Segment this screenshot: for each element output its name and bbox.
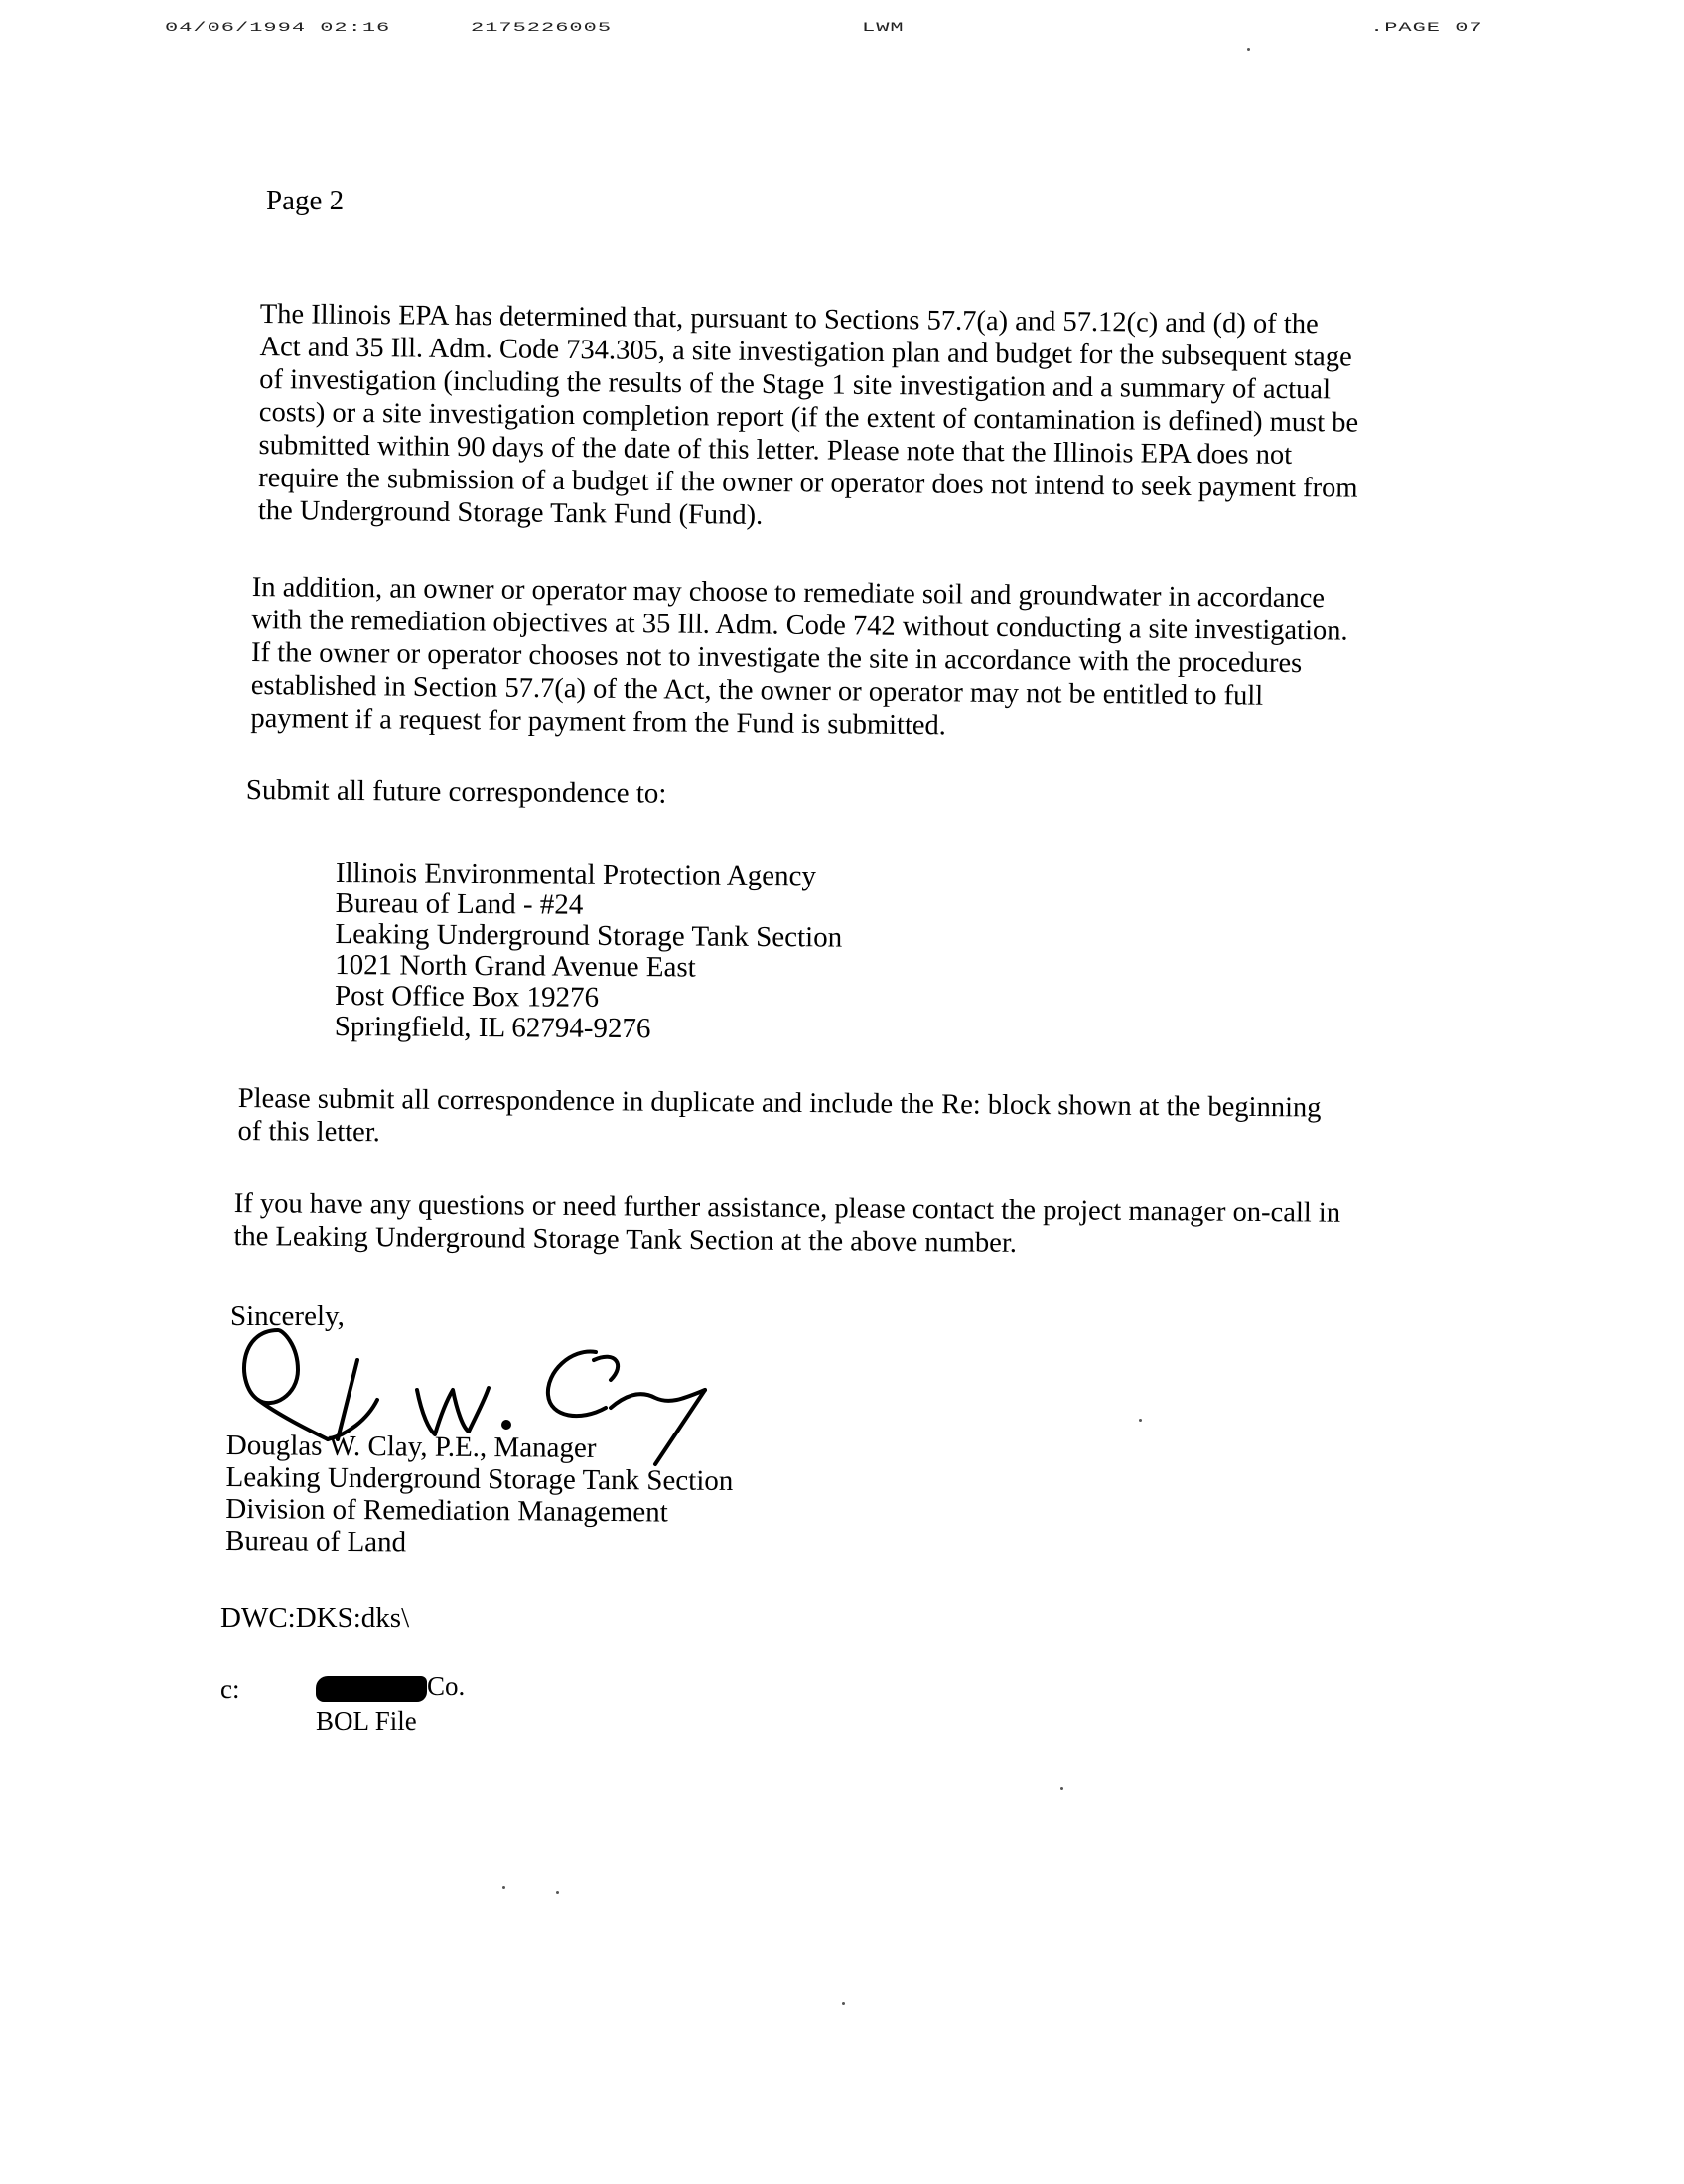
- fax-phone: 2175226005: [471, 20, 613, 35]
- scan-speck: [502, 1886, 505, 1889]
- scan-speck: [1139, 1419, 1142, 1422]
- fax-page-number: .PAGE 07: [1370, 20, 1483, 35]
- address-line: Post Office Box 19276: [334, 979, 600, 1014]
- address-line: Springfield, IL 62794-9276: [334, 1010, 651, 1045]
- paragraph-line: costs) or a site investigation completion report (if the extent of contamination is defined) must be: [258, 396, 1359, 439]
- signer-division: Division of Remediation Management: [225, 1492, 668, 1529]
- cc-label: c:: [220, 1674, 240, 1704]
- fax-header: [0, 20, 1684, 50]
- paragraph-line: In addition, an owner or operator may choose to remediate soil and groundwater in accordance: [251, 571, 1326, 614]
- paragraph-line: Please submit all correspondence in duplicate and include the Re: block shown at the beginning: [237, 1083, 1322, 1124]
- cc-redacted-recipient: [316, 1668, 465, 1704]
- paragraph-line: require the submission of a budget if the owner or operator does not intend to seek payment from: [258, 462, 1358, 504]
- address-line: 1021 North Grand Avenue East: [335, 948, 696, 984]
- scan-speck: [1060, 1787, 1063, 1790]
- redaction-mark: [316, 1676, 427, 1702]
- paragraph-line: with the remediation objectives at 35 Ill. Adm. Code 742 without conducting a site investigation.: [251, 604, 1348, 647]
- paragraph-deadline: [258, 298, 1359, 538]
- paragraph-contact: [233, 1187, 1340, 1263]
- paragraph-line: the Leaking Underground Storage Tank Section at the above number.: [233, 1220, 1018, 1259]
- paragraph-line: of this letter.: [237, 1115, 380, 1149]
- paragraph-line: of investigation (including the results of the Stage 1 site investigation and a summary of actual: [259, 363, 1332, 406]
- signer-name: Douglas W. Clay, P.E., Manager: [225, 1430, 597, 1464]
- paragraph-line: payment if a request for payment from the Fund is submitted.: [250, 702, 947, 742]
- scan-speck: [1247, 48, 1250, 51]
- paragraph-remediation-option: [250, 571, 1348, 747]
- paragraph-line: If you have any questions or need further assistance, please contact the project manager on-call in: [233, 1188, 1341, 1229]
- reference-initials: DWC:DKS:dks\: [220, 1602, 410, 1634]
- cc-list: [316, 1668, 465, 1739]
- paragraph-line: Act and 35 Ill. Adm. Code 734.305, a site investigation plan and budget for the subsequent stage: [259, 331, 1352, 373]
- cc-redacted-suffix: Co.: [427, 1671, 466, 1701]
- paragraph-duplicate-submission: [237, 1082, 1321, 1158]
- mailing-address: [335, 858, 843, 1046]
- address-line: Leaking Underground Storage Tank Section: [335, 917, 843, 954]
- paragraph-line: established in Section 57.7(a) of the Act, the owner or operator may not be entitled to full: [250, 669, 1264, 712]
- fax-date-time: 04/06/1994 02:16: [165, 20, 391, 35]
- submit-intro: [246, 774, 667, 811]
- paragraph-line: The Illinois EPA has determined that, pursuant to Sections 57.7(a) and 57.12(c) and (d) of the: [259, 298, 1319, 341]
- paragraph-line: If the owner or operator chooses not to investigate the site in accordance with the procedures: [250, 636, 1303, 680]
- page-label: Page 2: [266, 185, 345, 216]
- fax-sender: LWM: [862, 20, 905, 35]
- signer-section: Leaking Underground Storage Tank Section: [225, 1460, 734, 1498]
- scan-speck: [556, 1891, 559, 1894]
- scan-speck: [842, 2002, 845, 2005]
- paragraph-line: submitted within 90 days of the date of this letter. Please note that the Illinois EPA does not: [258, 429, 1293, 471]
- address-line: Illinois Environmental Protection Agency: [335, 857, 817, 892]
- paragraph-line: the Underground Storage Tank Fund (Fund).: [257, 494, 764, 531]
- cc-bol-file: BOL File: [316, 1706, 417, 1736]
- submit-intro-text: Submit all future correspondence to:: [245, 774, 667, 810]
- address-line: Bureau of Land - #24: [335, 887, 584, 921]
- signer-bureau: Bureau of Land: [224, 1524, 407, 1559]
- closing: Sincerely,: [230, 1300, 345, 1332]
- signature-block: [225, 1430, 734, 1561]
